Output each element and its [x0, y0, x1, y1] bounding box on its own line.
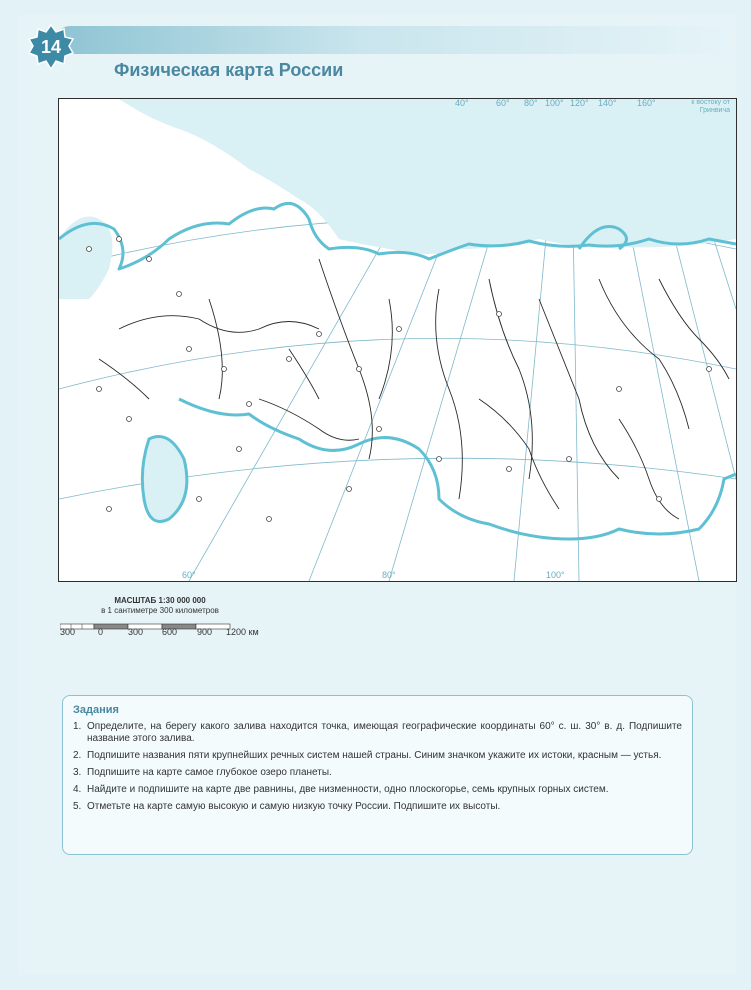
scale-tick: 0 [98, 627, 104, 637]
bottom-meridian-label: 60° [182, 570, 196, 580]
sea-areas [59, 99, 736, 522]
scale-tick: 300 [128, 627, 144, 637]
meridian-label: 40° [455, 98, 469, 108]
task-text: Подпишите названия пяти крупнейших речных систем нашей страны. Синим значком укажите их истоки, красным — устья. [87, 750, 662, 761]
task-number: 3. [73, 767, 82, 778]
task-text: Подпишите на карте самое глубокое озеро планеты. [87, 767, 332, 778]
scale-tick: 600 [162, 627, 178, 637]
header-band [56, 26, 736, 54]
task-number: 2. [73, 750, 82, 761]
task-text: Найдите и подпишите на карте две равнины, две низменности, одно плоскогорье, семь крупных горных систем. [87, 784, 609, 795]
rivers [99, 259, 729, 519]
task-text: Определите, на берегу какого залива находится точка, имеющая географические координаты 60° с. ш. 30° в. д. Подпишите название этого залива. [87, 721, 682, 744]
task-item [73, 767, 682, 779]
meridian-label: 60° [496, 98, 510, 108]
bottom-meridian-label: 80° [382, 570, 396, 580]
scale-subtitle: в 1 сантиметре 300 километров [101, 606, 219, 615]
map-scale [60, 596, 280, 639]
greenwich-note: к востоку от Гринвича [691, 99, 730, 114]
task-item [73, 784, 682, 796]
scale-bar [60, 618, 260, 626]
task-item [73, 750, 682, 762]
task-item [73, 801, 682, 813]
meridian-label: 100° [545, 98, 564, 108]
bottom-meridian-label: 100° [546, 570, 565, 580]
tasks-heading: Задания [73, 704, 119, 716]
contour-map[interactable] [58, 98, 737, 582]
scale-tick: 300 [60, 627, 76, 637]
meridian-label: 160° [637, 98, 656, 108]
meridian-label: 120° [570, 98, 589, 108]
task-text: Отметьте на карте самую высокую и самую низкую точку России. Подпишите их высоты. [87, 801, 501, 812]
task-number: 5. [73, 801, 82, 812]
tasks-panel [62, 695, 693, 855]
task-number: 1. [73, 721, 82, 732]
task-number: 4. [73, 784, 82, 795]
meridian-label: 80° [524, 98, 538, 108]
page-title: Физическая карта России [114, 60, 344, 80]
page-number: 14 [40, 37, 62, 57]
task-item [73, 721, 682, 745]
scale-tick: 900 [197, 627, 213, 637]
scale-ticks [60, 627, 280, 639]
meridian-label: 140° [598, 98, 617, 108]
scale-tick: 1200 км [226, 627, 259, 637]
scale-title: МАСШТАБ 1:30 000 000 [114, 596, 206, 605]
